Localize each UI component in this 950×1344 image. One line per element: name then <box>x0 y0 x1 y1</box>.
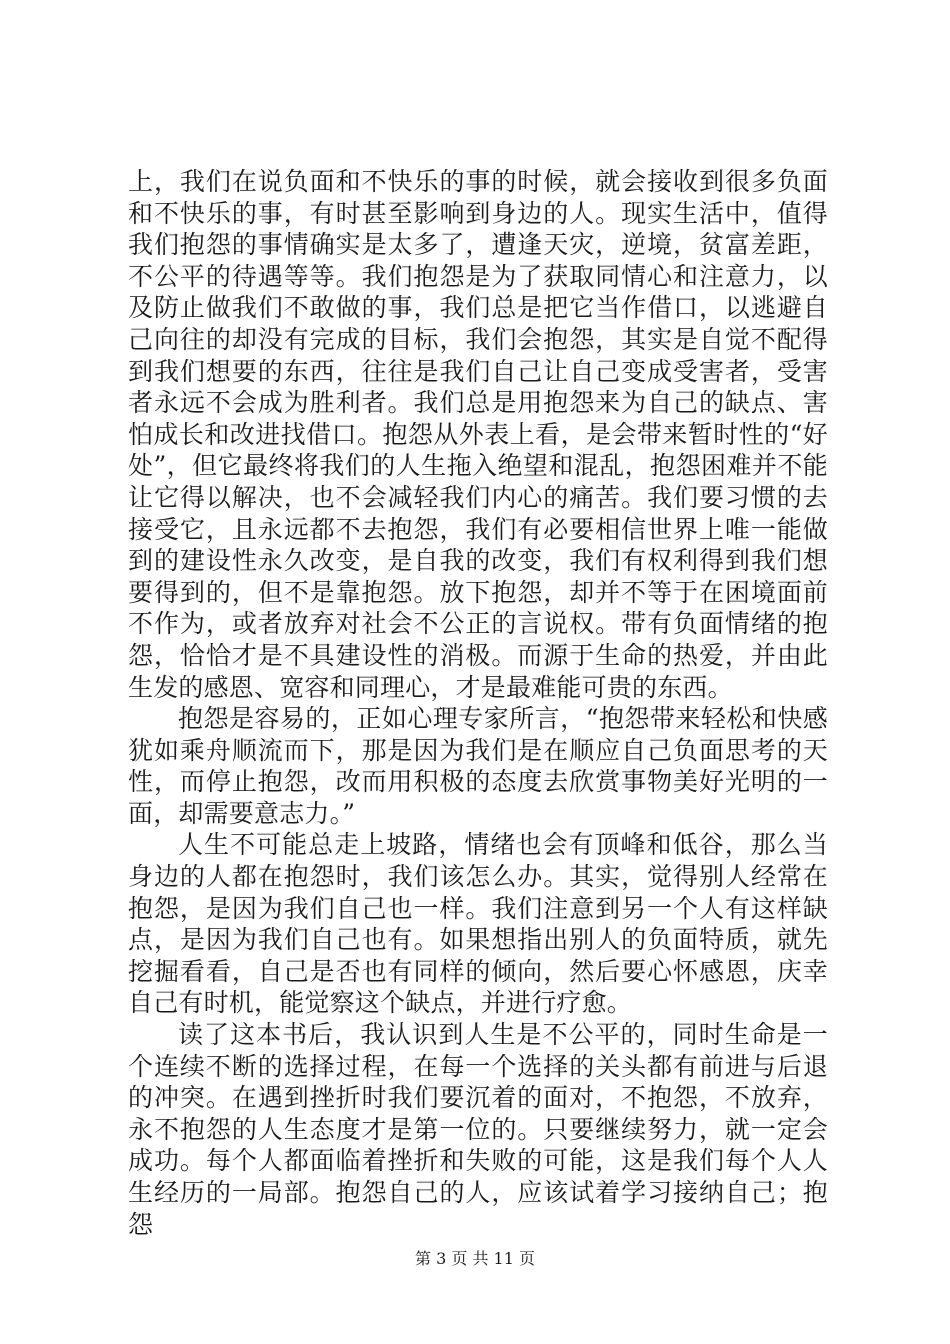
paragraph-1: 上，我们在说负面和不快乐的事的时候，就会接收到很多负面和不快乐的事，有时甚至影响到身边的人。现实生活中，值得我们抱怨的事情确实是太多了，遭逢天灾，逆境，贫富差距，不公平的待遇等等。我们抱怨是为了获取同情心和注意力，以及防止做我们不敢做的事，我们总是把它当作借口，以逃避自己向往的却没有完成的目标，我们会抱怨，其实是自觉不配得到我们想要的东西，往往是我们自己让自己变成受害者，受害者永远不会成为胜利者。我们总是用抱怨来为自己的缺点、害怕成长和改进找借口。抱怨从外表上看，是会带来暂时性的“好处”，但它最终将我们的人生拖入绝望和混乱，抱怨困难并不能让它得以解决，也不会减轻我们内心的痛苦。我们要习惯的去接受它，且永远都不去抱怨，我们有必要相信世界上唯一能做到的建设性永久改变，是自我的改变，我们有权利得到我们想要得到的，但不是靠抱怨。放下抱怨，却并不等于在困境面前不作为，或者放弃对社会不公正的言说权。带有负面情绪的抱怨，恰恰才是不具建设性的消极。而源于生命的热爱，并由此生发的感恩、宽容和同理心，才是最难能可贵的东西。 <box>128 167 828 702</box>
paragraph-4: 读了这本书后，我认识到人生是不公平的，同时生命是一个连续不断的选择过程，在每一个选择的关头都有前进与后退的冲突。在遇到挫折时我们要沉着的面对，不抱怨，不放弃，永不抱怨的人生态度才是第一位的。只要继续努力，就一定会成功。每个人都面临着挫折和失败的可能，这是我们每个人人生经历的一局部。抱怨自己的人，应该试着学习接纳自己；抱怨 <box>128 1020 828 1239</box>
paragraph-2: 抱怨是容易的，正如心理专家所言，“抱怨带来轻松和快感犹如乘舟顺流而下，那是因为我们是在顺应自己负面思考的天性，而停止抱怨，改而用积极的态度去欣赏事物美好光明的一面，却需要意志力。” <box>128 704 828 828</box>
page-number-footer: 第 3 页 共 11 页 <box>415 1249 535 1268</box>
document-body <box>128 166 828 1240</box>
paragraph-3: 人生不可能总走上坡路，情绪也会有顶峰和低谷，那么当身边的人都在抱怨时，我们该怎么办。其实，觉得别人经常在抱怨，是因为我们自己也一样。我们注意到另一个人有这样缺点，是因为我们自己也有。如果想指出别人的负面特质，就先挖掘看看，自己是否也有同样的倾向，然后要心怀感恩，庆幸自己有时机，能觉察这个缺点，并进行疗愈。 <box>128 830 828 1018</box>
